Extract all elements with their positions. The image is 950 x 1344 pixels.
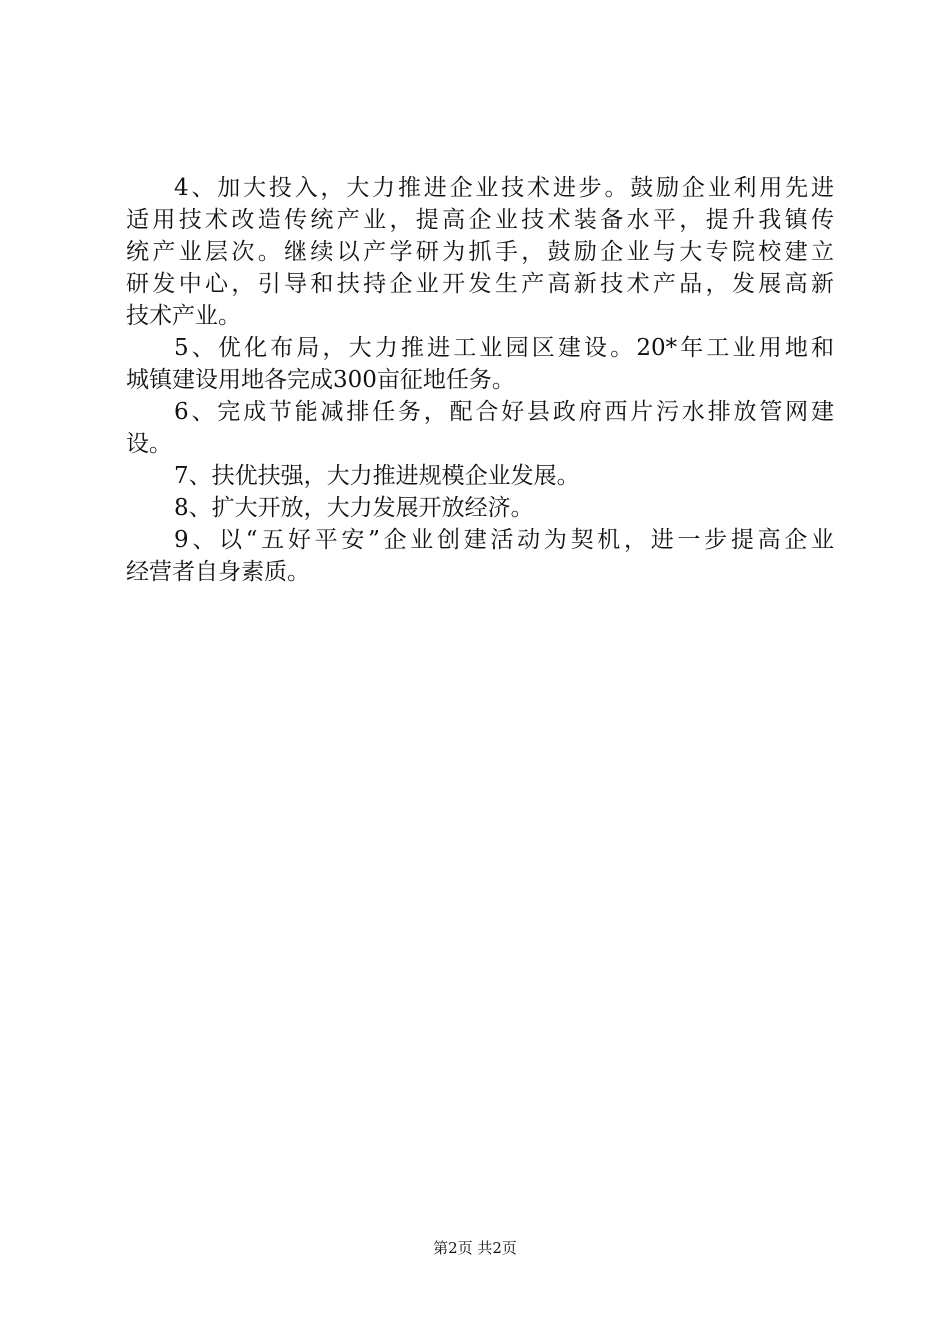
paragraph-4-line-4: 研发中心，引导和扶持企业开发生产高新技术产品，发展高新 (126, 271, 834, 297)
paragraph-4-line-5: 技术产业。 (126, 303, 241, 329)
paragraph-4-line-3: 统产业层次。继续以产学研为抓手，鼓励企业与大专院校建立 (126, 239, 834, 265)
paragraph-5-line-2: 城镇建设用地各完成300亩征地任务。 (126, 367, 515, 393)
document-body (126, 172, 834, 588)
paragraph-4-line-2: 适用技术改造传统产业，提高企业技术装备水平，提升我镇传 (126, 207, 834, 233)
paragraph-7: 7、扶优扶强，大力推进规模企业发展。 (174, 463, 580, 489)
paragraph-5-line-1: 5、优化布局，大力推进工业园区建设。20*年工业用地和 (174, 335, 834, 361)
paragraph-4-line-1: 4、加大投入，大力推进企业技术进步。鼓励企业利用先进 (174, 175, 834, 201)
paragraph-8: 8、扩大开放，大力发展开放经济。 (174, 495, 534, 521)
paragraph-6-line-2: 设。 (126, 431, 172, 457)
page-footer: 第2页 共2页 (433, 1239, 517, 1257)
paragraph-6-line-1: 6、完成节能减排任务，配合好县政府西片污水排放管网建 (174, 399, 834, 425)
paragraph-9-line-1: 9、以“五好平安”企业创建活动为契机，进一步提高企业 (174, 527, 834, 553)
paragraph-9-line-2: 经营者自身素质。 (126, 559, 310, 585)
